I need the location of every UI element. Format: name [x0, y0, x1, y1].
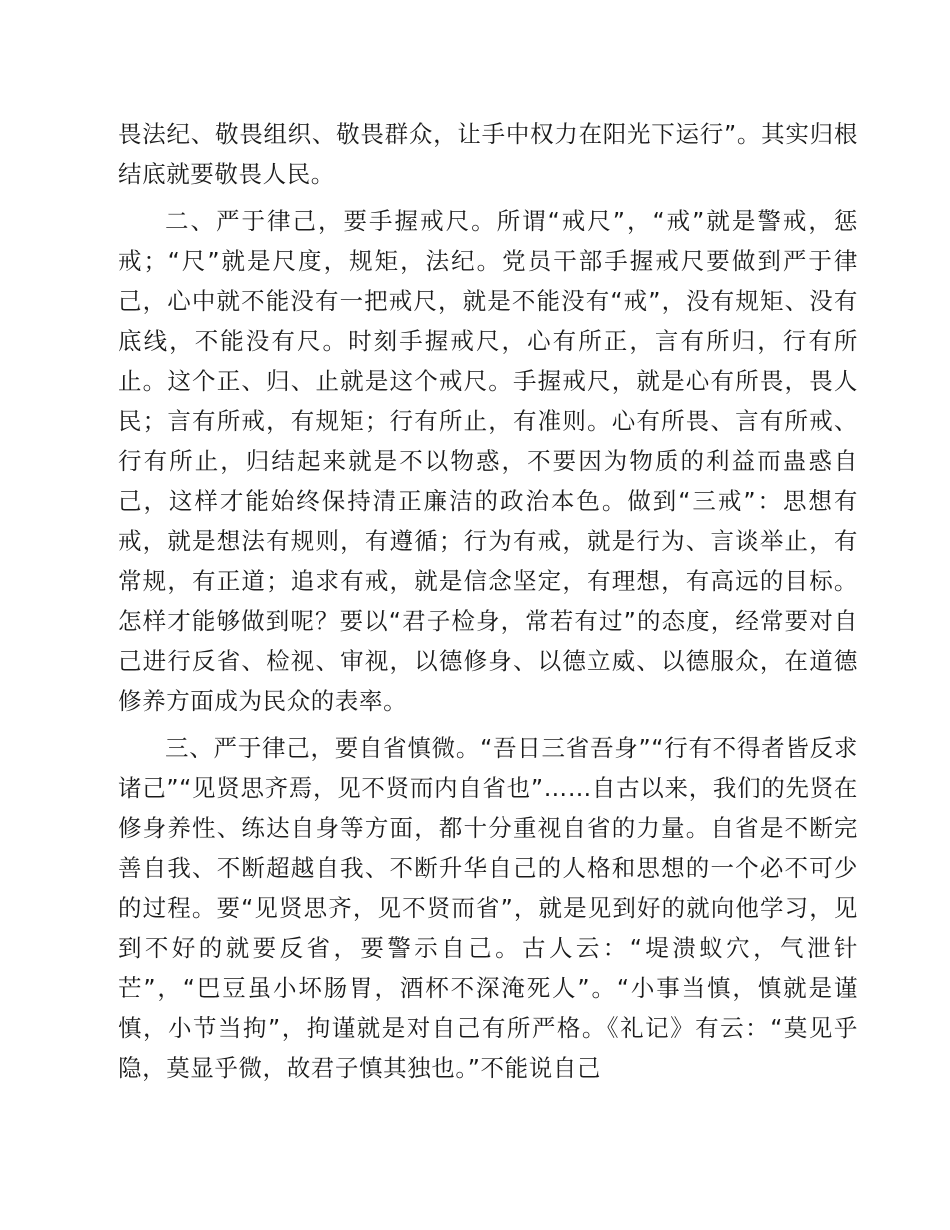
paragraph-continuation: 畏法纪、敬畏组织、敬畏群众，让手中权力在阳光下运行”。其实归根结底就要敬畏人民。: [118, 120, 858, 188]
document-body: [118, 114, 858, 1095]
paragraph-section-three: 三、严于律己，要自省慎微。“吾日三省吾身”“行有不得者皆反求诸己”“见贤思齐焉，见不贤而内自省也”……自古以来，我们的先贤在修身养性、练达自身等方面，都十分重视自省的力量。自省是不断完善自我、不断超越自我、不断升华自己的人格和思想的一个必不可少的过程。要“见贤思齐，见不贤而省”，就是见到好的就向他学习，见到不好的就要反省，要警示自己。古人云：“堤溃蚁穴，气泄针芒”，“巴豆虽小坏肠胃，酒杯不深淹死人”。“小事当慎，慎就是谨慎，小节当拘”，拘谨就是对自己有所严格。《礼记》有云：“莫见乎隐，莫显乎微，故君子慎其独也。”不能说自己: [118, 734, 858, 1082]
paragraph-section-two: 二、严于律己，要手握戒尺。所谓“戒尺”，“戒”就是警戒，惩戒；“尺”就是尺度，规矩，法纪。党员干部手握戒尺要做到严于律己，心中就不能没有一把戒尺，就是不能没有“戒”，没有规矩、没有底线，不能没有尺。时刻手握戒尺，心有所正，言有所归，行有所止。这个正、归、止就是这个戒尺。手握戒尺，就是心有所畏，畏人民；言有所戒，有规矩；行有所止，有准则。心有所畏、言有所戒、行有所止，归结起来就是不以物惑，不要因为物质的利益而蛊惑自己，这样才能始终保持清正廉洁的政治本色。做到“三戒”：思想有戒，就是想法有规则，有遵循；行为有戒，就是行为、言谈举止，有常规，有正道；追求有戒，就是信念坚定，有理想，有高远的目标。怎样才能够做到呢？要以“君子检身，常若有过”的态度，经常要对自己进行反省、检视、审视，以德修身、以德立威、以德服众，在道德修养方面成为民众的表率。: [118, 207, 858, 715]
